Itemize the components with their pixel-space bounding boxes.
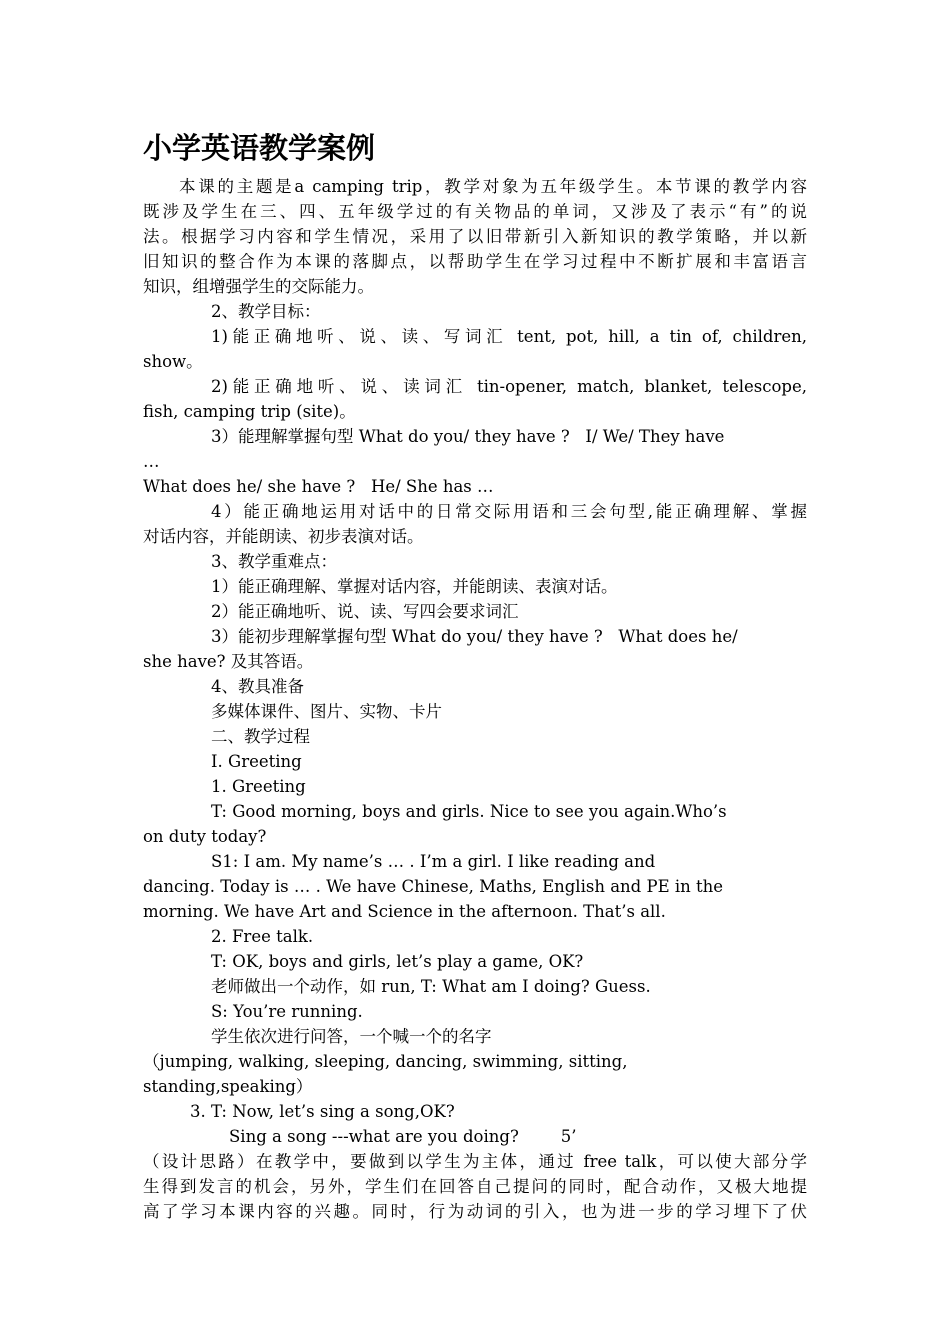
text-line: I. Greeting <box>211 752 302 771</box>
text-line: 高了学习本课内容的兴趣。同时，行为动词的引入，也为进一步的学习埋下了伏 <box>143 1202 807 1221</box>
text-line: T: Good morning, boys and girls. Nice to see you again.Who’s <box>211 802 727 821</box>
text-line: 2. Free talk. <box>211 927 314 946</box>
text-line: （设计思路）在教学中，要做到以学生为主体，通过 free talk，可以使大部分学 <box>143 1152 807 1171</box>
text-line: What does he/ she have ? He/ She has … <box>143 477 494 496</box>
text-line: 1. Greeting <box>211 777 306 796</box>
text-line: … <box>143 452 160 471</box>
text-line: T: OK, boys and girls, let’s play a game, OK? <box>211 952 584 971</box>
text-line: 对话内容，并能朗读、初步表演对话。 <box>143 527 424 546</box>
text-line: Sing a song ---what are you doing? 5’ <box>229 1127 577 1146</box>
text-line: 法。根据学习内容和学生情况，采用了以旧带新引入新知识的教学策略，并以新 <box>143 227 807 246</box>
text-line: 2)能正确地听、说、读词汇 tin-opener, match, blanket, telescope, <box>211 377 807 396</box>
text-line: 1）能正确理解、掌握对话内容，并能朗读、表演对话。 <box>211 577 618 596</box>
text-line: 旧知识的整合作为本课的落脚点，以帮助学生在学习过程中不断扩展和丰富语言 <box>143 252 807 271</box>
text-line: S: You’re running. <box>211 1002 363 1021</box>
text-line: 老师做出一个动作，如 run, T: What am I doing? Guess. <box>211 977 651 996</box>
text-line: standing,speaking） <box>143 1077 313 1096</box>
text-line: 2、教学目标： <box>211 302 321 321</box>
text-line: 本课的主题是a camping trip，教学对象为五年级学生。本节课的教学内容 <box>179 177 807 196</box>
text-line: 3. T: Now, let’s sing a song,OK? <box>190 1102 455 1121</box>
text-line: 4）能正确地运用对话中的日常交际用语和三会句型,能正确理解、掌握 <box>211 502 807 521</box>
text-line: 多媒体课件、图片、实物、卡片 <box>211 702 442 721</box>
text-line: 生得到发言的机会，另外，学生们在回答自己提问的同时，配合动作，又极大地提 <box>143 1177 807 1196</box>
text-line: S1: I am. My name’s … . I’m a girl. I like reading and <box>211 852 656 871</box>
text-line: she have? 及其答语。 <box>143 652 314 671</box>
text-line: 知识，组增强学生的交际能力。 <box>143 277 374 296</box>
document-title: 小学英语教学案例 <box>143 131 376 165</box>
text-line: 既涉及学生在三、四、五年级学过的有关物品的单词，又涉及了表示“有”的说 <box>143 202 807 221</box>
text-line: 3、教学重难点： <box>211 552 337 571</box>
text-line: 3）能理解掌握句型 What do you/ they have ? I/ We/ They have <box>211 427 725 446</box>
text-line: dancing. Today is … . We have Chinese, Maths, English and PE in the <box>143 877 724 896</box>
text-line: fish, camping trip (site)。 <box>143 402 356 421</box>
document-body <box>143 174 807 1224</box>
text-line: morning. We have Art and Science in the afternoon. That’s all. <box>143 902 666 921</box>
text-line: （jumping, walking, sleeping, dancing, swimming, sitting, <box>143 1052 628 1071</box>
text-line: 1)能正确地听、说、读、写词汇 tent, pot, hill, a tin of, children, <box>211 327 807 346</box>
text-line: 二、教学过程 <box>211 727 310 746</box>
text-line: 2）能正确地听、说、读、写四会要求词汇 <box>211 602 519 621</box>
text-line: 学生依次进行问答，一个喊一个的名字 <box>211 1027 492 1046</box>
text-line: on duty today? <box>143 827 267 846</box>
text-line: show。 <box>143 352 203 371</box>
text-line: 4、教具准备 <box>211 677 304 696</box>
text-line: 3）能初步理解掌握句型 What do you/ they have ? What does he/ <box>211 627 738 646</box>
